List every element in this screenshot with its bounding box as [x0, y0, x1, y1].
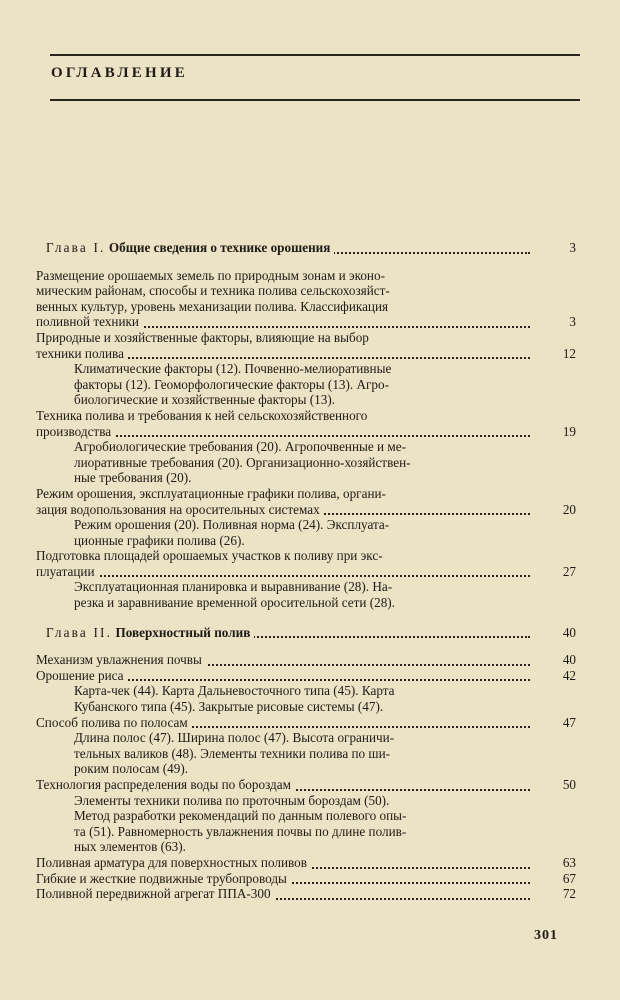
- toc-entry[interactable]: [36, 777, 576, 855]
- entry-last-line: техники полива: [36, 346, 128, 361]
- subentry-line: Карта-чек (44). Карта Дальневосточного типа (45). Карта: [74, 683, 395, 699]
- toc-entry[interactable]: [36, 548, 576, 610]
- chapter-1-page: 3: [569, 240, 576, 255]
- subentry-line: резка и заравнивание временной оросительной сети (28).: [74, 595, 395, 611]
- entry-last-line: Поливной передвижной агрегат ППА-300: [36, 886, 275, 901]
- toc-entry[interactable]: [36, 408, 576, 486]
- subentry-line: Метод разработки рекомендаций по данным полевого опы-: [74, 808, 407, 824]
- subentry-line: Элементы техники полива по проточным бороздам (50).: [74, 792, 390, 808]
- entry-last-line: поливной техники: [36, 314, 143, 329]
- entry-line: Природные и хозяйственные факторы, влияющие на выбор: [36, 329, 369, 345]
- entry-page: 72: [562, 886, 576, 902]
- chapter-1-label: Глава I.: [46, 240, 106, 255]
- subentry-line: Эксплуатационная планировка и выравнивание (28). На-: [74, 579, 393, 595]
- chapter-2-page: 40: [562, 624, 576, 640]
- toc-entry[interactable]: [36, 855, 576, 871]
- chapter-2-label: Глава II.: [46, 624, 113, 640]
- toc-entry[interactable]: [36, 486, 576, 548]
- toc-entry[interactable]: [36, 330, 576, 408]
- entry-line: Подготовка площадей орошаемых участков к поливу при экс-: [36, 548, 383, 564]
- entry-last-line: Технология распределения воды по бороздам: [36, 777, 295, 792]
- chapter-1-title: Общие сведения о технике орошения: [108, 240, 331, 255]
- entry-page: 50: [562, 777, 576, 792]
- entry-last-line: Поливная арматура для поверхностных поливов: [36, 855, 311, 870]
- entry-page: 12: [562, 345, 576, 361]
- subentry-line: лиоративные требования (20). Организационно-хозяйствен-: [74, 454, 411, 470]
- entry-page: 19: [562, 423, 576, 439]
- page-number: 301: [534, 928, 558, 943]
- chapter-1-heading[interactable]: [36, 240, 576, 256]
- entry-last-line: зация водопользования на оросительных системах: [36, 502, 324, 517]
- toc-entry[interactable]: [36, 268, 576, 330]
- entry-page: 63: [562, 854, 576, 870]
- subentry-line: Кубанского типа (45). Закрытые рисовые системы (47).: [74, 699, 384, 715]
- entry-last-line: Гибкие и жесткие подвижные трубопроводы: [36, 871, 291, 886]
- entry-page: 42: [562, 667, 576, 683]
- subentry-line: Климатические факторы (12). Почвенно-мелиоративные: [74, 361, 392, 377]
- entry-last-line: производства: [36, 424, 115, 439]
- entry-last-line: Орошение риса: [36, 668, 128, 683]
- entry-page: 20: [562, 501, 576, 517]
- table-of-contents: [36, 240, 576, 902]
- chapter-2-heading[interactable]: [36, 625, 576, 641]
- entry-last-line: Механизм увлажнения почвы: [36, 652, 206, 667]
- subentry-line: Режим орошения (20). Поливная норма (24). Эксплуата-: [74, 517, 390, 533]
- subentry-line: ных элементов (63).: [74, 839, 186, 855]
- subentry-line: тельных валиков (48). Элементы техники полива по ши-: [74, 745, 391, 761]
- entry-last-line: плуатации: [36, 564, 99, 579]
- entry-line: мическим районам, способы и техника полива сельскохозяйст-: [36, 283, 390, 299]
- page-title: ОГЛАВЛЕНИЕ: [51, 65, 188, 81]
- entry-line: Техника полива и требования к ней сельскохозяйственного: [36, 407, 368, 423]
- top-rule: [50, 54, 580, 56]
- entry-page: 27: [562, 563, 576, 579]
- toc-entry[interactable]: [36, 886, 576, 902]
- entry-line: Размещение орошаемых земель по природным зонам и эконо-: [36, 267, 385, 283]
- entry-line: Режим орошения, эксплуатационные графики полива, органи-: [36, 485, 386, 501]
- entry-page: 3: [569, 314, 576, 330]
- toc-entry[interactable]: [36, 668, 576, 715]
- subentry-line: биологические и хозяйственные факторы (13).: [74, 392, 336, 408]
- subentry-line: ционные графики полива (26).: [74, 532, 245, 548]
- toc-entry[interactable]: [36, 871, 576, 887]
- entry-page: 47: [562, 714, 576, 730]
- toc-entry[interactable]: [36, 715, 576, 777]
- subentry-line: Агробиологические требования (20). Агропочвенные и ме-: [74, 439, 406, 455]
- subentry-line: ные требования (20).: [74, 470, 192, 486]
- leader-dots: [36, 575, 530, 577]
- subentry-line: та (51). Равномерность увлажнения почвы по длине полив-: [74, 823, 407, 839]
- entry-line: венных культур, уровень механизации полива. Классификация: [36, 298, 389, 314]
- title-rule: [50, 99, 580, 101]
- entry-page: 40: [562, 652, 576, 668]
- subentry-line: факторы (12). Геоморфологические факторы (13). Агро-: [74, 376, 390, 392]
- chapter-2-title: Поверхностный полив: [115, 624, 251, 640]
- subentry-line: Длина полос (47). Ширина полос (47). Высота ограничи-: [74, 730, 395, 746]
- entry-last-line: Способ полива по полосам: [36, 715, 192, 730]
- toc-entry[interactable]: [36, 652, 576, 668]
- subentry-line: роким полосам (49).: [74, 761, 189, 777]
- entry-page: 67: [562, 870, 576, 886]
